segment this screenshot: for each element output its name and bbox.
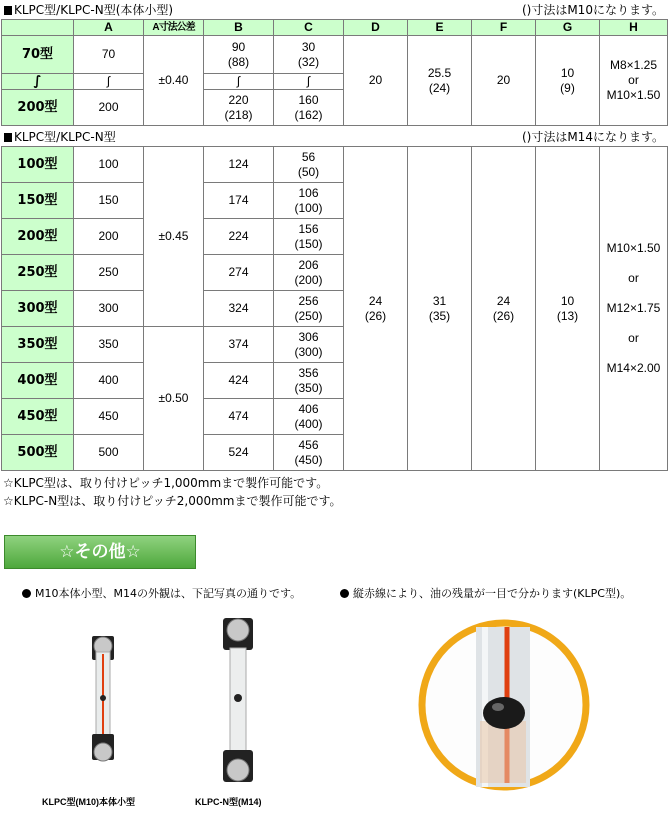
b-cell: 524	[204, 435, 274, 471]
a-cell: 70	[74, 36, 144, 74]
f-cell: 24 (26)	[472, 147, 536, 471]
spec-table-main	[1, 146, 668, 471]
header-a: A	[74, 20, 144, 36]
model-cell: 100型	[2, 147, 74, 183]
h-cell: M10×1.50 or M12×1.75 or M14×2.00	[600, 147, 668, 471]
model-cell: 350型	[2, 327, 74, 363]
note-line: ☆KLPC型は、取り付けピッチ1,000mmまで製作可能です。	[3, 476, 329, 490]
tolerance-cell: ±0.50	[144, 327, 204, 471]
b-cell: 224	[204, 219, 274, 255]
spec-table-small	[1, 19, 668, 126]
bullet-text: 縦赤線により、油の残量が一目で分かります(KLPC型)。	[353, 587, 632, 600]
b-cell: 424	[204, 363, 274, 399]
e-cell: 25.5 (24)	[408, 36, 472, 126]
c-cell: 256 (250)	[274, 291, 344, 327]
header-f: F	[472, 20, 536, 36]
oil-level-closeup-image	[416, 617, 592, 793]
bullet-text: M10本体小型、M14の外観は、下記写真の通りです。	[35, 587, 302, 600]
circle-bullet-icon	[340, 589, 349, 598]
b-cell: 474	[204, 399, 274, 435]
tolerance-cell: ±0.45	[144, 147, 204, 327]
model-cell: 150型	[2, 183, 74, 219]
caption-klpc-n-m14: KLPC-N型(M14)	[195, 797, 262, 807]
table1-title-bar	[0, 2, 672, 18]
b-cell: ∫	[204, 74, 274, 90]
d-cell: 24 (26)	[344, 147, 408, 471]
b-cell: 274	[204, 255, 274, 291]
g-cell: 10 (13)	[536, 147, 600, 471]
d-cell: 20	[344, 36, 408, 126]
circle-bullet-icon	[22, 589, 31, 598]
klpc-n-m14-gauge-image	[208, 610, 268, 790]
c-cell: 356 (350)	[274, 363, 344, 399]
other-banner: ☆その他☆	[4, 535, 196, 569]
model-cell: 200型	[2, 90, 74, 126]
b-cell: 174	[204, 183, 274, 219]
a-cell: 200	[74, 90, 144, 126]
c-cell: 56 (50)	[274, 147, 344, 183]
bullet-appearance	[22, 585, 301, 601]
model-cell: 450型	[2, 399, 74, 435]
a-cell: 150	[74, 183, 144, 219]
model-cell: 250型	[2, 255, 74, 291]
note-line: ☆KLPC-N型は、取り付けピッチ2,000mmまで製作可能です。	[3, 494, 342, 508]
model-cell: 500型	[2, 435, 74, 471]
b-cell: 374	[204, 327, 274, 363]
a-cell: 250	[74, 255, 144, 291]
square-bullet-icon	[4, 6, 12, 15]
tolerance-cell: ±0.40	[144, 36, 204, 126]
model-cell: 200型	[2, 219, 74, 255]
b-cell: 324	[204, 291, 274, 327]
c-cell: 156 (150)	[274, 219, 344, 255]
table2-title: KLPC型/KLPC-N型	[14, 130, 116, 144]
c-cell: 306 (300)	[274, 327, 344, 363]
b-cell: 90 (88)	[204, 36, 274, 74]
model-cell: 70型	[2, 36, 74, 74]
a-cell: 400	[74, 363, 144, 399]
a-cell: 100	[74, 147, 144, 183]
h-cell: M8×1.25 or M10×1.50	[600, 36, 668, 126]
c-cell: 406 (400)	[274, 399, 344, 435]
notes	[3, 474, 342, 510]
b-cell: 124	[204, 147, 274, 183]
header-h: H	[600, 20, 668, 36]
header-c: C	[274, 20, 344, 36]
header-blank	[2, 20, 74, 36]
a-cell: 500	[74, 435, 144, 471]
klpc-m10-gauge-image	[78, 622, 130, 772]
square-bullet-icon	[4, 133, 12, 142]
table1-note: ()寸法はM10になります。	[521, 3, 664, 17]
model-cell: 300型	[2, 291, 74, 327]
a-cell: 450	[74, 399, 144, 435]
e-cell: 31 (35)	[408, 147, 472, 471]
header-d: D	[344, 20, 408, 36]
f-cell: 20	[472, 36, 536, 126]
table2-note: ()寸法はM14になります。	[521, 130, 664, 144]
model-cell: 400型	[2, 363, 74, 399]
a-cell: 200	[74, 219, 144, 255]
c-cell: 160 (162)	[274, 90, 344, 126]
a-cell: 300	[74, 291, 144, 327]
header-e: E	[408, 20, 472, 36]
caption-klpc-m10: KLPC型(M10)本体小型	[42, 797, 136, 807]
c-cell: 206 (200)	[274, 255, 344, 291]
header-a-tolerance: A寸法公差	[144, 20, 204, 36]
g-cell: 10 (9)	[536, 36, 600, 126]
a-cell: ∫	[74, 74, 144, 90]
c-cell: 106 (100)	[274, 183, 344, 219]
c-cell: 456 (450)	[274, 435, 344, 471]
bullet-red-line	[340, 585, 631, 601]
header-b: B	[204, 20, 274, 36]
c-cell: 30 (32)	[274, 36, 344, 74]
table2-title-bar	[0, 129, 672, 145]
c-cell: ∫	[274, 74, 344, 90]
header-g: G	[536, 20, 600, 36]
table1-title: KLPC型/KLPC-N型(本体小型)	[14, 3, 174, 17]
a-cell: 350	[74, 327, 144, 363]
model-cell: ∫	[2, 74, 74, 90]
b-cell: 220 (218)	[204, 90, 274, 126]
